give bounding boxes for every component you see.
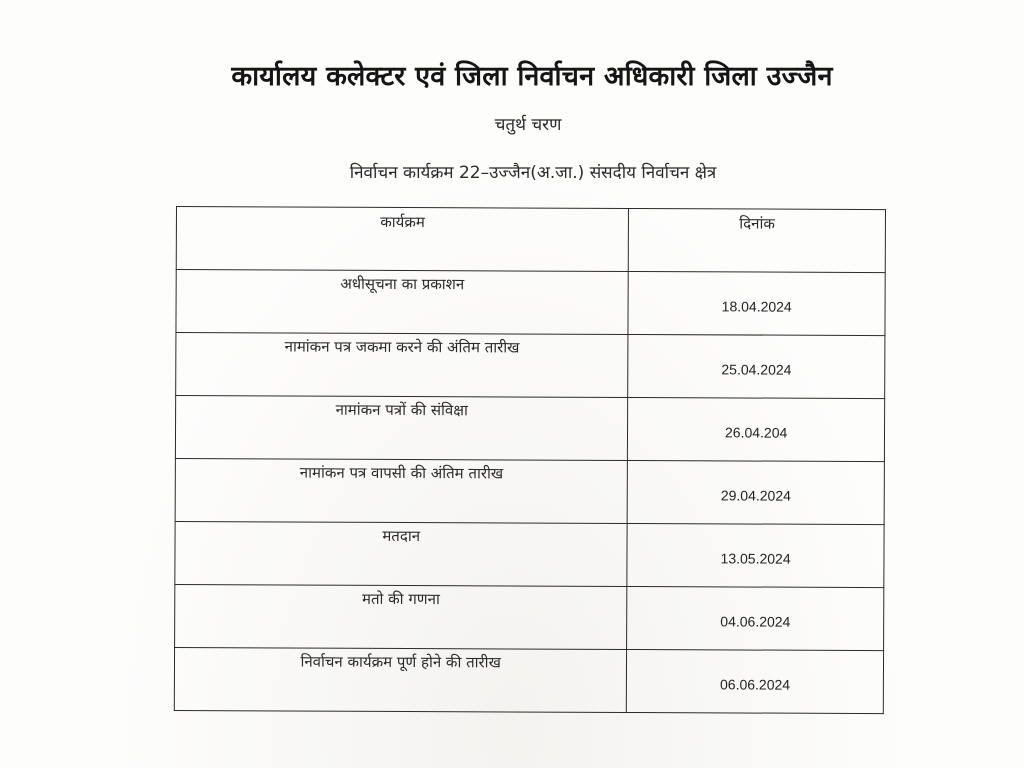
table-row [176,333,885,399]
header-program-label: कार्यक्रम [380,212,425,232]
page-title: कार्यालय कलेक्टर एवं जिला निर्वाचन अधिकारी जिला उज्जैन [231,61,833,92]
table-row [176,270,885,336]
date-cell [628,397,885,461]
date-cell [627,649,884,713]
program-text: नामांकन पत्रों की संविक्षा [335,400,468,420]
table-row [175,521,884,587]
table-row [175,584,884,650]
date-cell [628,334,885,398]
table-row [175,458,884,524]
table-row [175,396,884,462]
program-text: मतो की गणना [361,589,440,609]
program-cell [174,647,627,712]
election-schedule-table [174,206,886,714]
program-text: नामांकन पत्र वापसी की अंतिम तारीख [299,463,504,483]
date-text: 04.06.2024 [720,613,791,630]
date-text: 06.06.2024 [719,676,791,693]
header-date-label: दिनांक [739,214,775,233]
program-cell [176,333,629,398]
program-cell [175,521,628,586]
program-text: अधीसूचना का प्रकाशन [340,274,465,294]
program-text: नामांकन पत्र जकमा करने की अंतिम तारीख [284,337,520,357]
date-text: 29.04.2024 [720,487,791,504]
header-cell-date [629,208,886,272]
program-cell [175,396,628,461]
table-row [174,647,883,713]
program-cell [175,584,628,649]
date-text: 25.04.2024 [721,361,792,378]
date-cell [628,271,885,335]
phase-label: चतुर्थ चरण [494,115,562,135]
date-text: 18.04.2024 [721,298,792,315]
program-cell [175,458,628,523]
schedule-subtitle: निर्वाचन कार्यक्रम 22–उज्जैन(अ.जा.) संसदीय निर्वाचन क्षेत्र [349,163,717,183]
date-cell [627,523,884,587]
table-header-row [176,207,885,273]
program-text: निर्वाचन कार्यक्रम पूर्ण होने की तारीख [300,652,501,672]
date-cell [627,460,884,524]
program-text: मतदान [382,526,421,546]
date-text: 13.05.2024 [720,550,791,567]
program-cell [176,270,629,335]
date-text: 26.04.204 [724,424,788,441]
date-cell [627,586,884,650]
header-cell-program [176,207,629,272]
